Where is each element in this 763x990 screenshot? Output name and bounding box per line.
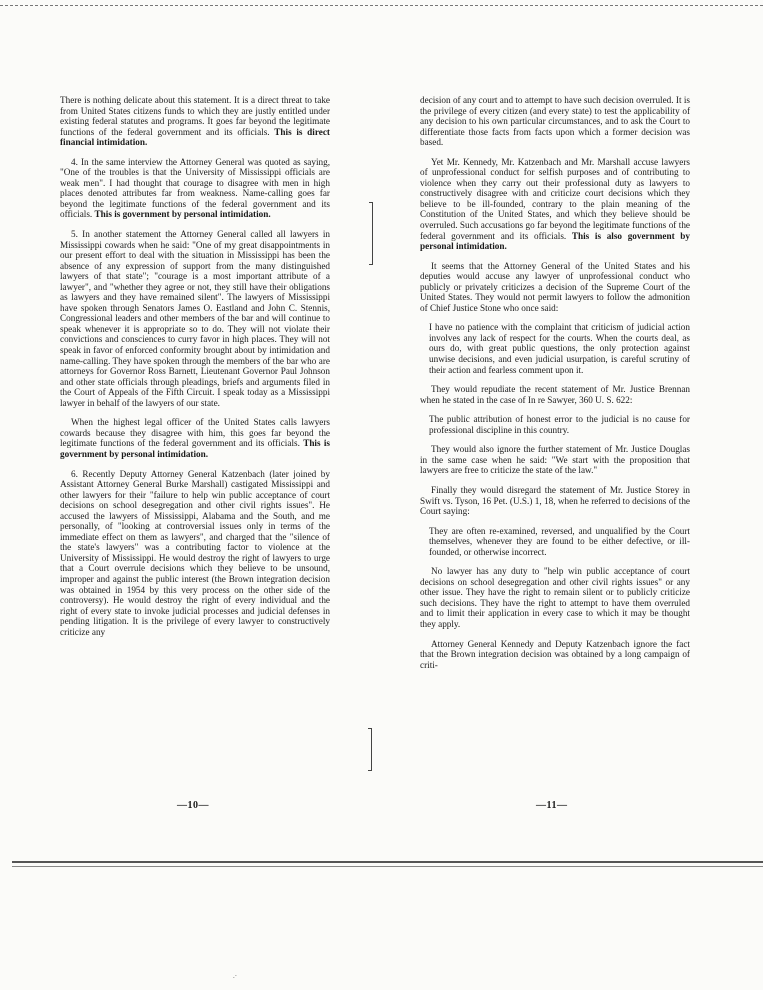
bottom-rule <box>12 866 763 867</box>
top-dashed-rule <box>0 5 763 6</box>
bold-conclusion: This is direct financial intimidation. <box>60 126 330 148</box>
right-paragraph-6: Finally they would disregard the statement of Mr. Justice Storey in Swift vs. Tyson, 16 Pet. (U.S.) 1, 18, when he referred to decisions of the Court saying: <box>420 484 690 517</box>
right-paragraph-3: It seems that the Attorney General of the United States and his deputies would accuse any lawyer of unprofessional conduct who publicly or privately criticizes a decision of the Supreme Court of the United States. They would not permit lawyers to follow the admonition of Chief Justice Stone who once said: <box>420 260 690 313</box>
left-paragraph-1: There is nothing delicate about this statement. It is a direct threat to take from United States citizens funds to which they are justly entitled under existing federal statutes and programs. It goes far beyond the legitimate functions of the federal government and its officials. This is direct financial intimidation. <box>60 95 330 148</box>
left-paragraph-3: 5. In another statement the Attorney General called all lawyers in Mississippi cowards when he said: "One of my great disappointments in our present effort to deal with the situation in Mississippi has been the absence of any expression of support from the many distinguished lawyers of that state"; "courage is a most important attribute of a lawyer", and "whether they agree or not, they still have their obligations as lawyers and they have remained silent". The lawyers of Mississippi have spoken through Senators James O. Eastland and John C. Stennis, Congressional leaders and other members of the bar and will continue to speak whenever it is appropriate so to do. They will not violate their convictions and consciences to curry favor in high places. They will not speak in favor of enforced conformity brought about by intimidation and name-calling. They have spoken through the members of the bar who are attorneys for Governor Ross Barnett, Lieutenant Governor Paul Johnson and other state officials through pleadings, briefs and arguments filed in the Court of Appeals of the Fifth Circuit. I speak today as a Mississippi lawyer in behalf of the lawyers of our state. <box>60 229 330 408</box>
page-number-left: —10— <box>177 800 209 811</box>
right-paragraph-7: No lawyer has any duty to "help win public acceptance of court decisions on school desegregation and other civil rights issues" or any other issue. They have the right to remain silent or to publicly criticize such decisions. They have the right to attempt to have them overruled and to limit their application in every case to which it may be thought they apply. <box>420 566 690 629</box>
left-paragraph-4: When the highest legal officer of the United States calls lawyers cowards because they disagree with him, this goes far beyond the legitimate functions of the federal government and its officials. This is government by personal intimidation. <box>60 417 330 459</box>
left-paragraph-2: 4. In the same interview the Attorney General was quoted as saying, "One of the troubles is that the University of Mississippi officials are weak men". I had thought that courage to disagree with men in high places denoted attributes far from weakness. Name-calling goes far beyond the legitimate functions of the federal government and its officials. This is government by personal intimidation. <box>60 156 330 220</box>
quote-storey: They are often re-examined, reversed, and unqualified by the Court themselves, whenever they are found to be either defective, or ill-founded, or otherwise incorrect. <box>429 525 690 557</box>
left-column <box>60 95 330 646</box>
right-paragraph-1: decision of any court and to attempt to have such decision overruled. It is the privilege of every citizen (and every state) to test the applicability of any decision to his own particular circumstances, and to ask the Court to differentiate those facts from facts upon which a former decision was based. <box>420 95 690 148</box>
left-paragraph-5: 6. Recently Deputy Attorney General Katzenbach (later joined by Assistant Attorney General Burke Marshall) castigated Mississippi and other lawyers for their "failure to help win public acceptance of court decisions on school desegregation and other civil rights issues". He accused the lawyers of Mississippi, Alabama and the South, and me personally, of "looking at controversial issues only in terms of the immediate effect on them as lawyers", and charged that the "silence of the state's lawyers" was a contributing factor to violence at the University of Mississippi. He would destroy the right of lawyers to urge that a Court overrule decisions which they believe to be unsound, improper and against the public interest (the Brown integration decision was obtained in 1954 by this very process on the other side of the controversy). He would destroy the right of every individual and the right of every state to invoke judicial processes and judicial defenses in pending litigation. It is the privilege of every lawyer to constructively criticize any <box>60 468 330 637</box>
bottom-rule <box>12 861 763 863</box>
gutter-mark <box>372 202 373 265</box>
bold-conclusion: This is government by personal intimidation. <box>94 209 271 220</box>
right-paragraph-5: They would also ignore the further statement of Mr. Justice Douglas in the same case when he said: "We start with the proposition that lawyers are free to criticize the state of the law." <box>420 444 690 476</box>
bold-conclusion: This is government by personal intimidation. <box>60 438 330 459</box>
page-number-right: —11— <box>536 800 568 811</box>
right-column <box>420 95 690 679</box>
scan-speck: .· <box>233 972 238 980</box>
bold-conclusion: This is also government by personal intimidation. <box>420 230 691 252</box>
quote-stone: I have no patience with the complaint that criticism of judicial action involves any lack of respect for the courts. When the courts deal, as ours do, with great public questions, the only protection against unwise decisions, and even judicial usurpation, is careful scrutiny of their action and fearless comment upon it. <box>429 322 690 375</box>
quote-brennan: The public attribution of honest error to the judicial is no cause for professional discipline in this country. <box>429 414 690 435</box>
right-paragraph-4: They would repudiate the recent statement of Mr. Justice Brennan when he stated in the case of In re Sawyer, 360 U. S. 622: <box>420 384 690 405</box>
right-paragraph-8: Attorney General Kennedy and Deputy Katzenbach ignore the fact that the Brown integration decision was obtained by a long campaign of criti- <box>420 638 690 670</box>
right-paragraph-2: Yet Mr. Kennedy, Mr. Katzenbach and Mr. Marshall accuse lawyers of unprofessional conduct for selfish purposes and of contributing to violence when they carry out their professional duty as lawyers to constructively disagree with and criticize court decisions which they believe to be ill-founded, contrary to the plain meaning of the Constitution of the United States, and which they believe should be overruled. Such accusations go far beyond the legitimate functions of the federal government and its officials. This is also government by personal intimidation. <box>420 156 691 252</box>
gutter-mark <box>371 728 372 771</box>
